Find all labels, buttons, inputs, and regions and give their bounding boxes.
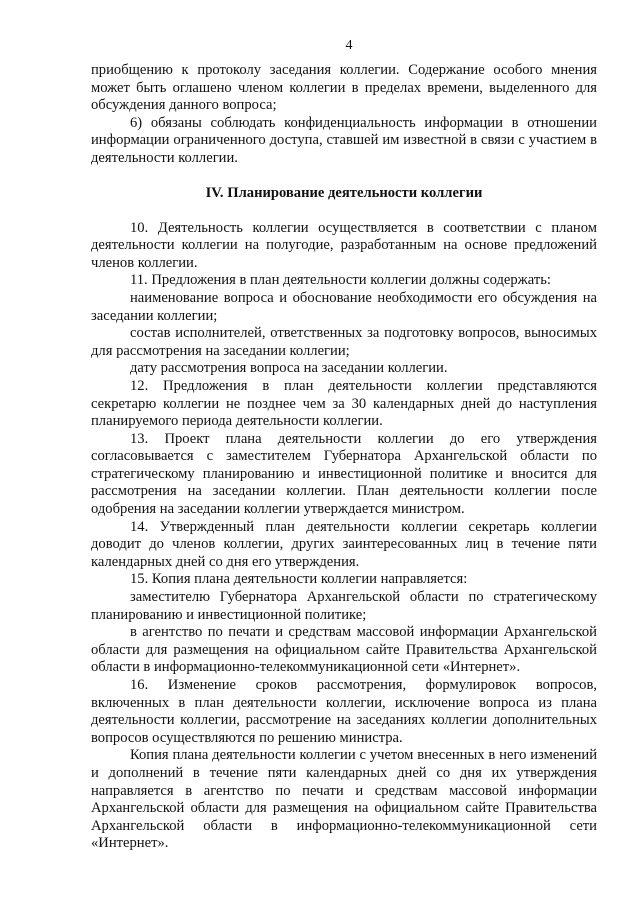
paragraphs-before-section bbox=[91, 62, 597, 168]
paragraph: Копия плана деятельности коллегии с учетом внесенных в него изменений и дополнений в течение пяти календарных дней со дня их утверждения направляется в агентство по печати и средствам массовой информации Архангельской области для размещения на официальном сайте Правительства Архангельской области в информационно-телекоммуникационной сети «Интернет». bbox=[91, 747, 597, 852]
paragraph: 10. Деятельность коллегии осуществляется в соответствии с планом деятельности коллегии на полугодие, разработанным на основе предложений членов коллегии. bbox=[91, 219, 597, 271]
paragraph: в агентство по печати и средствам массовой информации Архангельской области для размещения на официальном сайте Правительства Архангельской области в информационно-телекоммуникационной сети «Интернет». bbox=[91, 624, 597, 676]
paragraph: 13. Проект плана деятельности коллегии до его утверждения согласовывается с заместителем Губернатора Архангельской области по стратегическому планированию и инвестиционной политике и вносится для рассмотрения на заседании коллегии. План деятельности коллегии после одобрения на заседании коллегии утверждается министром. bbox=[91, 430, 597, 518]
paragraph: 6) обязаны соблюдать конфиденциальность информации в отношении информации ограниченного доступа, ставшей им известной в связи с участием в деятельности коллегии. bbox=[91, 114, 597, 166]
paragraph: 11. Предложения в план деятельности коллегии должны содержать: bbox=[130, 272, 551, 289]
paragraph: дату рассмотрения вопроса на заседании коллегии. bbox=[130, 360, 448, 377]
paragraph: 12. Предложения в план деятельности коллегии представляются секретарю коллегии не позднее чем за 30 календарных дней до наступления планируемого периода деятельности коллегии. bbox=[91, 377, 597, 430]
page-number: 4 bbox=[345, 38, 353, 53]
paragraph: заместителю Губернатора Архангельской области по стратегическому планированию и инвестиционной политике; bbox=[91, 589, 597, 623]
paragraph: 16. Изменение сроков рассмотрения, формулировок вопросов, включенных в план деятельности коллегии, исключение вопроса из плана деятельности коллегии, рассмотрение на заседаниях коллегии дополнительных вопросов осуществляются по решению министра. bbox=[91, 677, 597, 746]
paragraphs-after-section bbox=[91, 220, 597, 853]
document-page bbox=[91, 38, 597, 853]
paragraph: состав исполнителей, ответственных за подготовку вопросов, выносимых для рассмотрения на заседании коллегии; bbox=[91, 325, 597, 359]
paragraph: наименование вопроса и обоснование необходимости его обсуждения на заседании коллегии; bbox=[91, 289, 597, 324]
paragraph: приобщению к протоколу заседания коллегии. Содержание особого мнения может быть оглашено членом коллегии в пределах времени, выделенного для обсуждения данного вопроса; bbox=[91, 62, 597, 114]
section-heading: IV. Планирование деятельности коллегии bbox=[205, 184, 483, 201]
paragraph: 15. Копия плана деятельности коллегии направляется: bbox=[130, 571, 468, 588]
paragraph: 14. Утвержденный план деятельности коллегии секретарь коллегии доводит до членов коллегии, других заинтересованных лиц в течение пяти календарных дней со дня его утверждения. bbox=[91, 518, 597, 570]
